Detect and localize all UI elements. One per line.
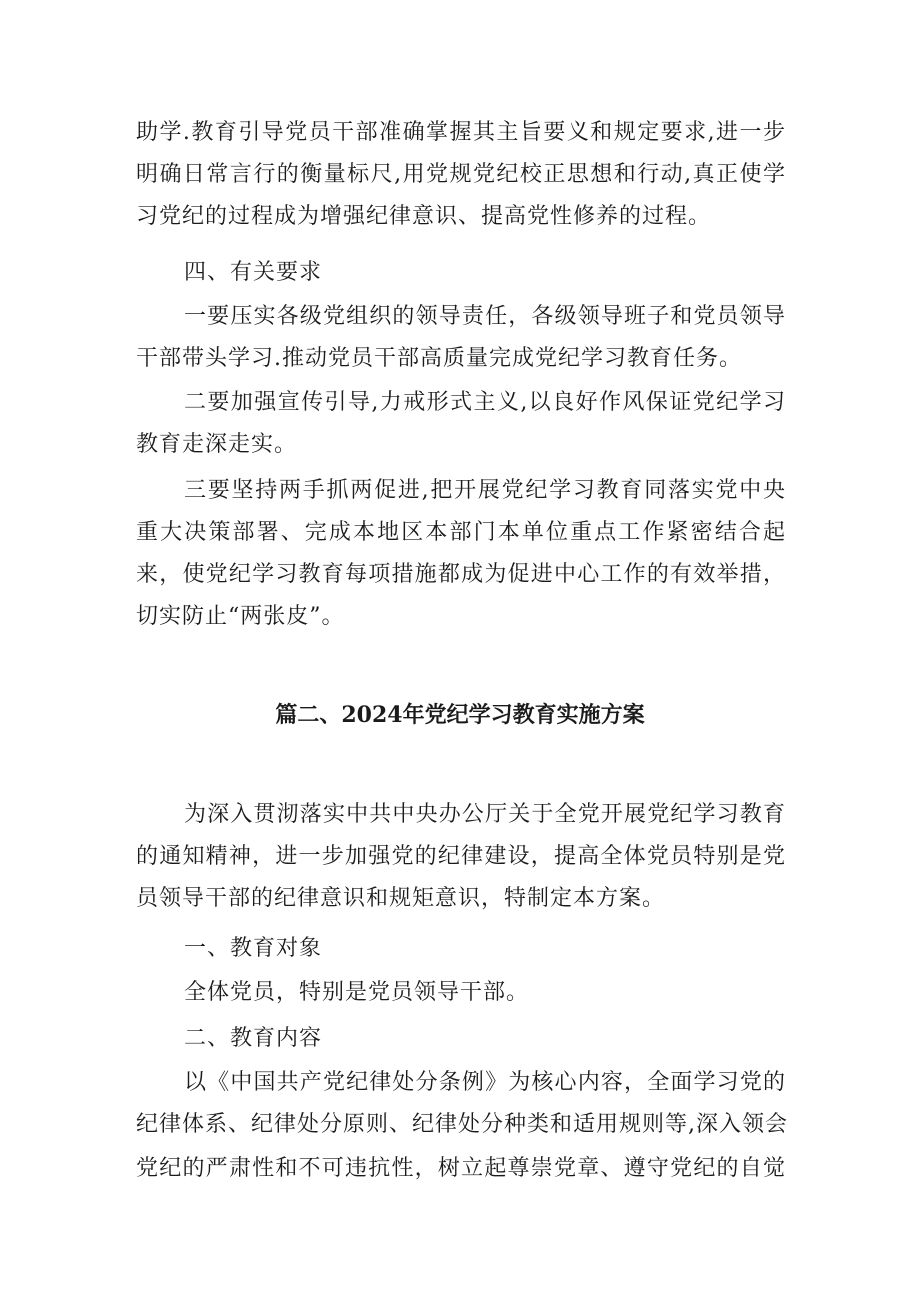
paragraph-line: 以《中国共产党纪律处分条例》为核心内容，全面学习党的 xyxy=(184,1070,786,1095)
paragraph-line: 二要加强宣传引导,力戒形式主义,以良好作风保证党纪学习 xyxy=(184,390,786,415)
paragraph-line: 党纪的严肃性和不可违抗性，树立起尊崇党章、遵守党纪的自觉 xyxy=(136,1156,786,1181)
section-heading: 一、教育对象 xyxy=(184,936,323,961)
section-heading: 二、教育内容 xyxy=(184,1026,323,1051)
paragraph-line: 为深入贯沏落实中共中央办公厅关于全党开展党纪学习教育 xyxy=(184,802,786,827)
paragraph-line: 明确日常言行的衡量标尺,用党规党纪校正思想和行动,真正使学 xyxy=(136,162,786,187)
paragraph-line: 纪律体系、纪律处分原则、纪律处分种类和适用规则等,深入领会 xyxy=(136,1112,788,1137)
paragraph-line: 三要坚持两手抓两促进,把开展党纪学习教育同落实党中央 xyxy=(184,478,786,503)
paragraph-line: 的通知精神，进一步加强党的纪律建设，提高全体党员特别是党 xyxy=(136,844,786,869)
paragraph-line: 教育走深走实。 xyxy=(136,432,298,457)
paragraph-line: 助学.教育引导党员干部准确掌握其主旨要义和规定要求,进一步 xyxy=(136,120,786,145)
paragraph-line: 一要压实各级党组织的领导责任，各级领导班子和党员领导 xyxy=(184,304,786,329)
paragraph-line: 来，使党纪学习教育每项措施都成为促进中心工作的有效举措， xyxy=(136,562,786,587)
paragraph-line: 全体党员，特别是党员领导干部。 xyxy=(184,980,530,1005)
paragraph-line: 切实防止“两张皮”。 xyxy=(136,604,345,629)
paragraph-line: 员领导干部的纪律意识和规矩意识，特制定本方案。 xyxy=(136,886,666,911)
paragraph-line: 习党纪的过程成为增强纪律意识、提高党性修养的过程。 xyxy=(136,204,712,229)
section-heading: 四、有关要求 xyxy=(184,260,323,285)
document-title: 篇二、2024年党纪学习教育实施方案 xyxy=(275,702,645,728)
paragraph-line: 重大决策部署、完成本地区本部门本单位重点工作紧密结合起 xyxy=(136,520,786,545)
paragraph-line: 干部带头学习.推动党员干部高质量完成党纪学习教育任务。 xyxy=(136,346,742,371)
